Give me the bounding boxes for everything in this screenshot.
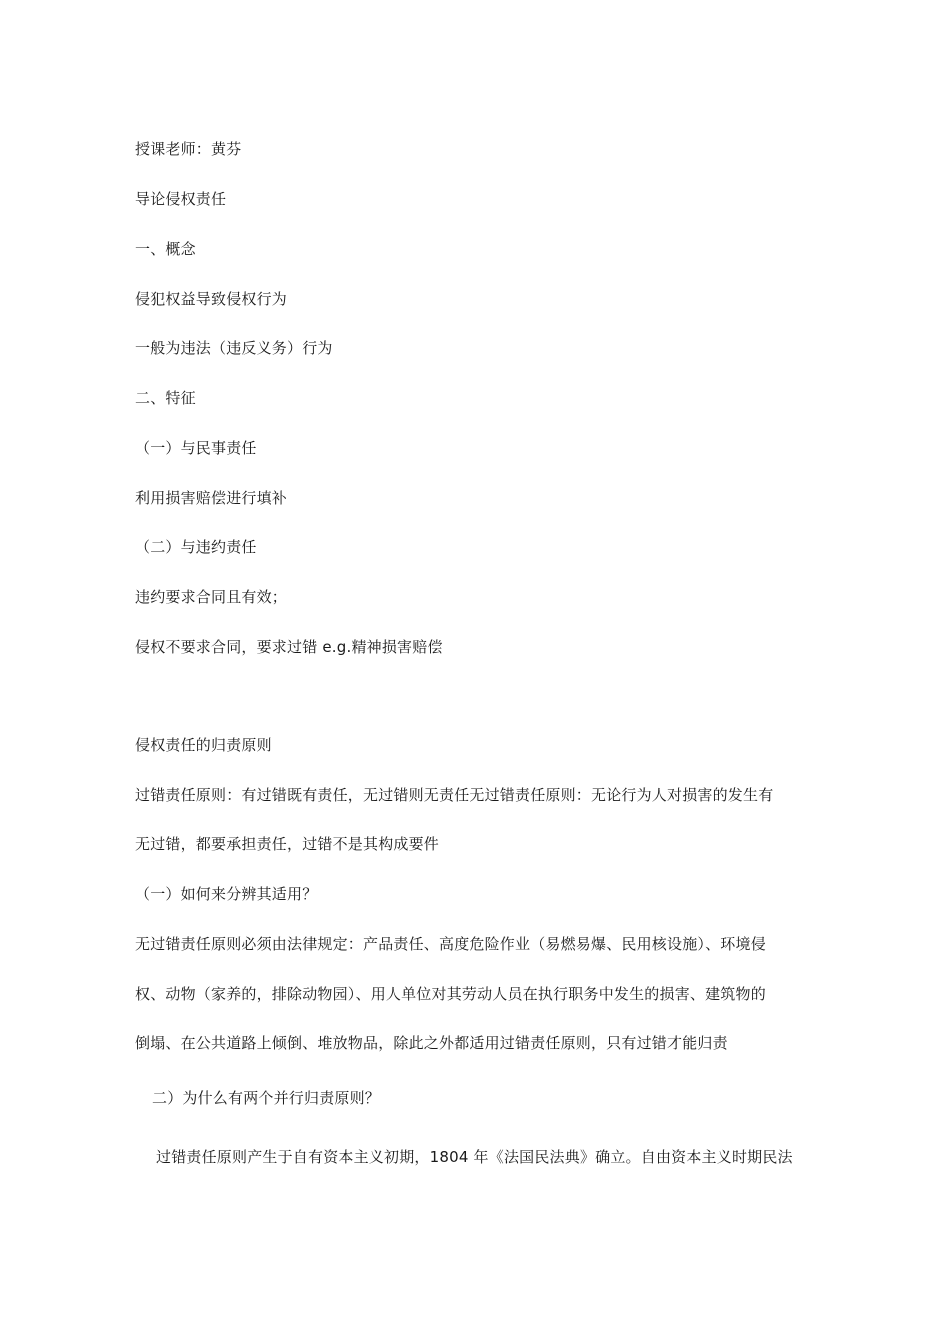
paragraph-line: 权、动物（家养的，排除动物园）、用人单位对其劳动人员在执行职务中发生的损害、建筑物的 (135, 985, 766, 1003)
teacher-line: 授课老师：黄芬 (135, 140, 242, 158)
paragraph-line: 过错责任原则：有过错既有责任，无过错则无责任无过错责任原则：无论行为人对损害的发生有 (135, 786, 774, 804)
paragraph-line: 无过错，都要承担责任，过错不是其构成要件 (135, 835, 440, 853)
subheading-breach-liability: （二）与违约责任 (135, 538, 257, 556)
subheading-why-two-principles: 二）为什么有两个并行归责原则？ (152, 1089, 381, 1107)
paragraph-line: 倒塌、在公共道路上倾倒、堆放物品，除此之外都适用过错责任原则，只有过错才能归责 (135, 1034, 728, 1052)
paragraph-line: 利用损害赔偿进行填补 (135, 489, 288, 507)
paragraph-line: 一般为违法（违反义务）行为 (135, 339, 333, 357)
section-heading-liability-principles: 侵权责任的归责原则 (135, 736, 272, 754)
subheading-civil-liability: （一）与民事责任 (135, 439, 257, 457)
heading-concept: 一、概念 (135, 240, 196, 258)
paragraph-line: 侵权不要求合同，要求过错 e.g.精神损害赔偿 (135, 638, 443, 656)
subheading-how-to-distinguish: （一）如何来分辨其适用？ (135, 885, 318, 903)
paragraph-line: 无过错责任原则必须由法律规定：产品责任、高度危险作业（易燃易爆、民用核设施）、环境侵 (135, 935, 766, 953)
paragraph-line: 侵犯权益导致侵权行为 (135, 290, 288, 308)
paragraph-line: 违约要求合同且有效； (135, 588, 288, 606)
section-title: 导论侵权责任 (135, 190, 227, 208)
paragraph-line: 过错责任原则产生于自有资本主义初期，1804 年《法国民法典》确立。自由资本主义时期民法 (156, 1148, 793, 1166)
heading-features: 二、特征 (135, 389, 196, 407)
